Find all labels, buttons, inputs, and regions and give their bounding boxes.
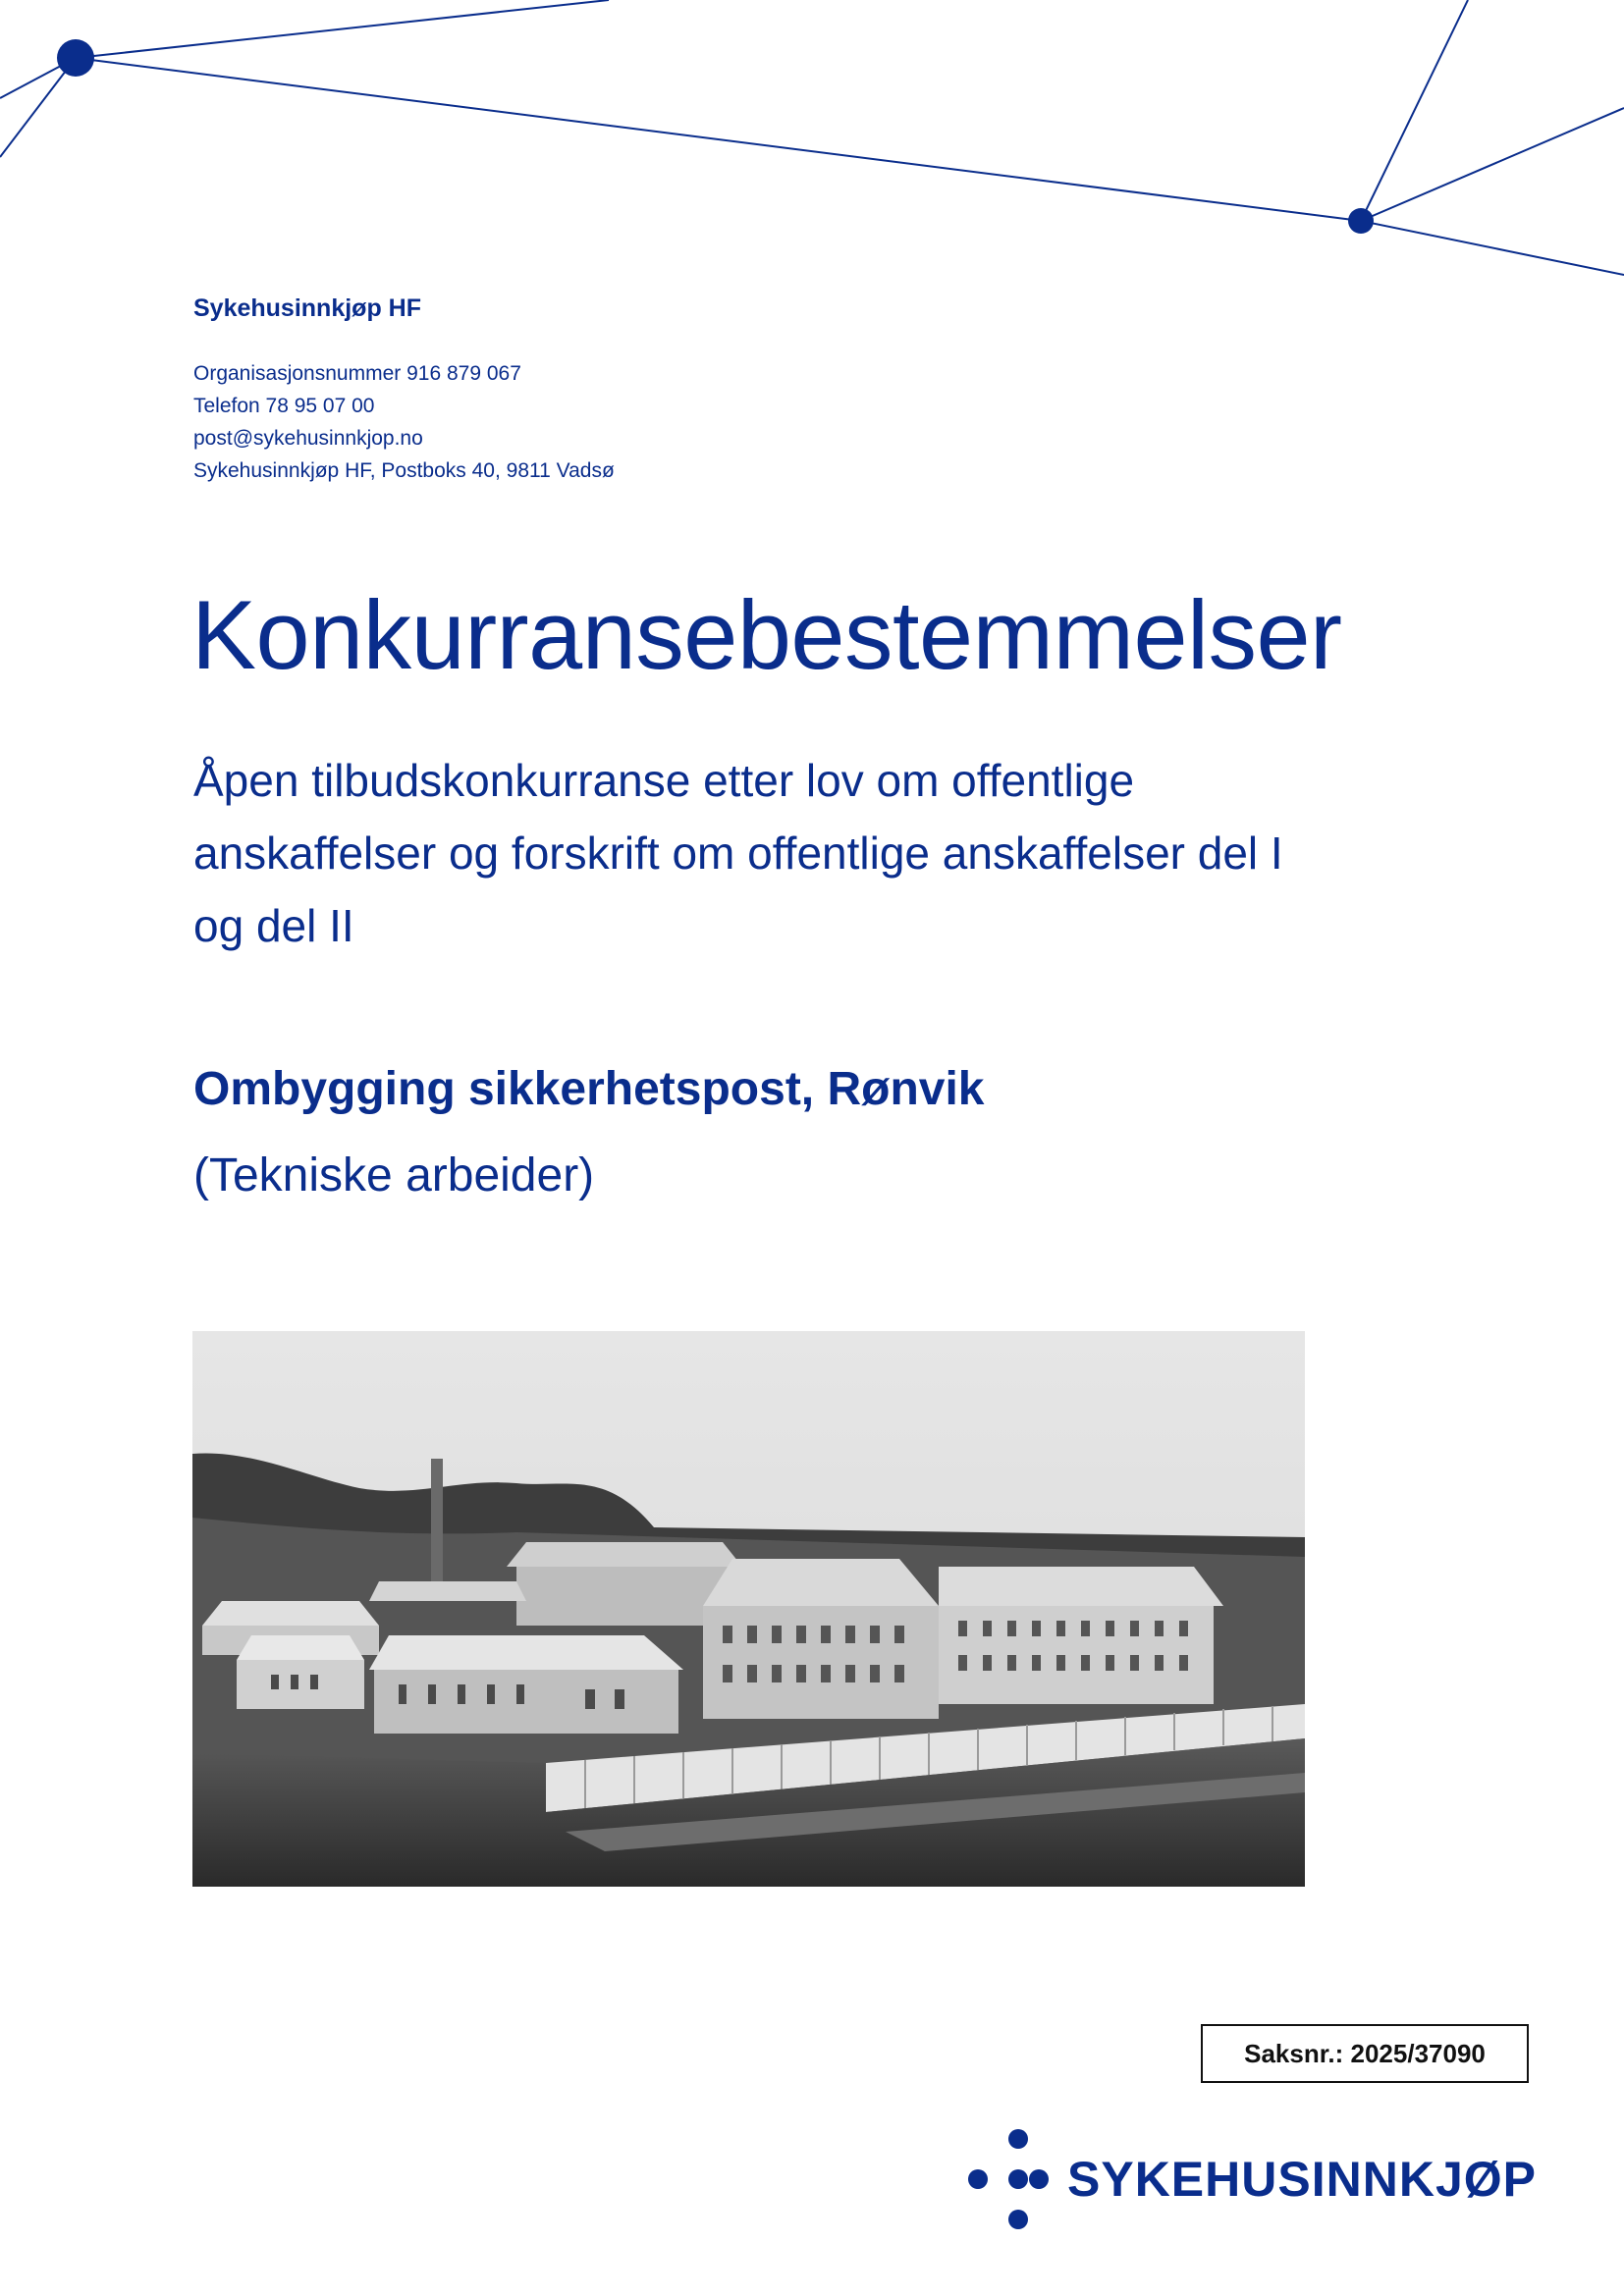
logo-wordmark: SYKEHUSINNKJØP [1067,2152,1537,2207]
document-title: Konkurransebestemmelser [191,580,1342,689]
project-title: Ombygging sikkerhetspost, Rønvik [193,1063,985,1115]
organization-phone: Telefon 78 95 07 00 [193,395,375,417]
hospital-building-photo [192,1331,1305,1887]
case-number-box [1201,2024,1529,2083]
subtitle-line: og del II [193,900,354,951]
dot-cross-logo-icon [967,2128,1030,2230]
dot-logo-icon [1028,2128,1050,2230]
organization-contact-info [193,357,615,487]
organization-name: Sykehusinnkjøp HF [193,294,421,322]
project-subtitle: (Tekniske arbeider) [193,1149,595,1201]
network-lines-decoration [0,0,1624,294]
subtitle-line: anskaffelser og forskrift om offentlige anskaffelser del I [193,828,1283,879]
organization-address: Sykehusinnkjøp HF, Postboks 40, 9811 Vadsø [193,459,615,482]
organization-email: post@sykehusinnkjop.no [193,427,423,450]
sykehusinnkjop-logo [967,2128,1537,2230]
organization-number: Organisasjonsnummer 916 879 067 [193,362,521,385]
case-number: Saksnr.: 2025/37090 [1244,2038,1486,2068]
network-node [1348,208,1374,234]
subtitle-line: Åpen tilbudskonkurranse etter lov om offentlige [193,755,1135,806]
document-subtitle [193,744,1470,962]
network-node [57,39,94,77]
